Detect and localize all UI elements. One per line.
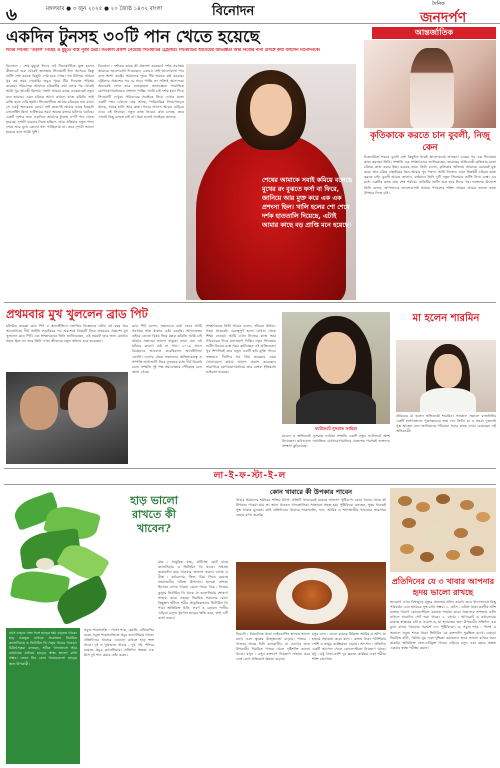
salad-green-panel [6, 628, 80, 764]
lead-intro: ঈদের সিনেমা 'উড়াল' নিয়েই এ মুহূর্তে ব্যস্ত পূজা চেরী। গতকাল প্রকাশ পেয়েছে সিনেমাটির ট্রেইলার। সিনেমাটির শুটিংয়ের অভিজ্ঞতা আর নিজের নানা প্রসঙ্গে কথা বললেন বিনোদনকে। [6, 48, 321, 53]
veg-intro-text: খাবার আমাদের শরীরের শক্তির উৎস। প্রতিটি খাবারেরই রয়েছে আলাদা পুষ্টিগুণ। কোন খাবার থেকে কী উপকার পাওয়া যায় তা জানা থাকলে খাদ্যতালিকা সাজানো সহজ হয়। পুষ্টিবিদরা বলছেন, সুষম খাবারই সুস্থ থাকার মূলমন্ত্র। তাই প্রতিদিনের খাবারে শাকসবজি, ফল, আমিষ ও শস্যজাতীয় খাবারের ভারসাম্য বজায় রাখা জরুরি। [236, 498, 386, 518]
date-line: মঙ্গলবার ● ৩ জুন ২০২৫ ● ২০ জ্যৈষ্ঠ ১৪৩২ বাংলা [46, 6, 163, 12]
story2-intro-text: হলিউড তারকা ব্রাড পিট ও অ্যাঞ্জেলিনা জোলির বিচ্ছেদের ঘটনা বহু বছর ধরে আলোচিত। দীর্ঘ আইনি লড়াইয়ের পর অবশেষে বিষয়টি নিয়ে প্রথমবার প্রকাশ্যে মুখ খুললেন ব্রাড পিট। এক সাক্ষাৎকারে তিনি জানিয়েছেন, এই সময়টা তার জন্য মোটেও সহজ ছিল না। তবে তিনি এখন জীবনের নতুন অধ্যায় শুরু করেছেন। [6, 324, 128, 344]
story3-headline: মা হলেন শারমিন [412, 313, 480, 324]
section-divider [4, 468, 496, 469]
salad-photo [6, 488, 116, 628]
section-divider [4, 484, 496, 485]
salad-panel-text: বয়স বাড়ার সঙ্গে সঙ্গে হাড়ের ক্ষয় বাড়তে থাকে। হাড় মজবুত রাখতে প্রয়োজন নিয়মিত ক্যালসিয়াম ও ভিটামিন ডি সমৃদ্ধ খাবার খাওয়া। চিকিৎসকরা বলছেন, সঠিক খাদ্যাভ্যাস আর ব্যায়ামের মাধ্যমে হাড়ের স্বাস্থ্য ভালো রাখা সম্ভব। জেনে নিন কোন খাবারগুলো হাড়ের জন্য উপকারী। [9, 631, 77, 666]
veg-column-2: টমেটো : টমেটোতে থাকা লাইকোপিন হৃদযন্ত্র ভালো রাখে এবং ত্বকের উজ্জ্বলতা বাড়ায়। গাজর : গাজরে আছে বিটা ক্যারোটিন, যা চোখের জন্য উপকারী। নিয়মিত গাজর খেলে দৃষ্টিশক্তি ভালো থাকে। রসুন : রসুন রক্তচাপ নিয়ন্ত্রণে সাহায্য করে এবং রোগ প্রতিরোধ ক্ষমতা বাড়ায়। [236, 632, 310, 662]
salad-column-2: সবুজ শাকসবজি : পালং শাক, ব্রকলি, বাঁধাকপির মতো সবুজ শাকসবজিতে প্রচুর ক্যালসিয়াম থাকে। প্রতিদিনের খাবারে এগুলো রাখলে হাড় শক্ত থাকে। দুধ ও দুগ্ধজাত খাবার : দুধ, দই, পনিরে রয়েছে প্রচুর ক্যালসিয়াম। প্রতিদিন অন্তত এক গ্লাস দুধ পান করার চেষ্টা করুন। [84, 628, 154, 658]
three-foods-headline: প্রতিদিনের যে ৩ খাবার আপনার হৃদয় ভালো রাখছে [391, 576, 495, 597]
newspaper-logo: জনদর্পণ [420, 10, 467, 26]
story2-column-3: সাক্ষাৎকারে তিনি আরও বলেন, জীবনে উত্থান-পতন থাকবেই। গুরুত্বপূর্ণ হলো সেখান থেকে শিক্ষা নেওয়া। আমি এখন নিজের কাজ আর পরিবারের দিকে মনোযোগ দিচ্ছি। নতুন সিনেমার শুটিং নিয়েও ব্যস্ত সময় কাটাচ্ছেন এই অভিনেতা। খুব শিগগিরই তার নতুন একটি ছবি মুক্তি পাবে। ভক্তরাও দীর্ঘদিন পর প্রিয় তারকার এমন খোলামেলা কথায় আনন্দ প্রকাশ করেছেন। সামাজিক যোগাযোগমাধ্যমে তার বক্তব্য ইতিমধ্যে ভাইরাল হয়েছে। [206, 324, 276, 374]
salad-headline: হাড় ভালো রাখতে কী খাবেন? [130, 494, 178, 535]
lifestyle-section-title: লা-ই-ফ-স্টা-ই-ল [213, 471, 287, 481]
three-foods-text: হৃদরোগ এখন বিশ্বজুড়ে মৃত্যুর অন্যতম প্রধান কারণ। তবে খাদ্যাভ্যাসে কিছু পরিবর্তন এনে হৃদয়কে সুস্থ রাখা সম্ভব। ১. ওটস : ওটসে থাকা দ্রবণীয় আঁশ রক্তের খারাপ কোলেস্টেরল কমাতে সাহায্য করে। সকালের নাশতায় ওটস রাখলে সারাদিন পেট ভরা থাকে। ২. বাদাম : আখরোট ও কাঠবাদামে রয়েছে স্বাস্থ্যকর চর্বি ও ওমেগা-৩, যা হৃদযন্ত্রের জন্য উপকারী। প্রতিদিন এক মুঠো বাদাম খাওয়ার পরামর্শ দেন পুষ্টিবিদরা। ৩. সবুজ শাক : পালং ও অন্যান্য সবুজ শাকে থাকা ভিটামিন কে রক্তনালি সুরক্ষিত রাখে। এছাড়া নিয়মিত হাঁটা, পর্যাপ্ত ঘুম এবং দুশ্চিন্তা কমানোও হৃদয় ভালো রাখার জন্য জরুরি। অতিরিক্ত তেল-চর্বিযুক্ত খাবার এড়িয়ে চলুন এবং বছরে অন্তত একবার স্বাস্থ্য পরীক্ষা করান। [390, 600, 496, 650]
sidebar-tag: আন্তর্জাতিক [372, 27, 496, 39]
sidebar-photo-actress [364, 40, 496, 128]
photoshoot-text: মডেল ও অভিনেত্রী নুসরাত ফারিয়া সম্প্রতি একটি নতুন ফটোশুটে অংশ নিয়েছেন। ছবিগুলো সামাজিক যোগাযোগমাধ্যমে প্রকাশের পরপরই ভক্তদের প্রশংসা কুড়িয়েছে। [282, 434, 390, 449]
photoshoot-caption: ফটোশুটে নুসরাত ফারিয়া [314, 426, 358, 431]
story3-text: প্রথমবার মা হলেন অভিনেত্রী শারমিন। গতকাল সকালে রাজধানীর একটি হাসপাতালে পুত্রসন্তানের জন্ম দেন তিনি। মা ও সন্তান দুজনেই সুস্থ আছেন বলে জানিয়েছে পরিবার। সবার কাছে দোয়া চেয়েছেন এই অভিনেত্রী। [396, 414, 496, 434]
lead-column-2: বিনোদন : দর্শকের কাছে কী প্রত্যাশা করছেন? দর্শক সবসময় আমাকে ভালোবাসা দিয়েছেন। এবারও সেই ভালোবাসা পাব বলে আশা করছি। আমাদের পুরো টিম অনেক কষ্ট করেছে। ট্রেইলার প্রকাশের পর যে সাড়া পাচ্ছি তা সত্যিই আনন্দের। অনেকেই ফোন করে শুভকামনা জানাচ্ছেন। সামাজিক যোগাযোগমাধ্যমেও প্রশংসা পাচ্ছি। আমি চাই দর্শক হলে গিয়ে সিনেমাটি দেখুক। পরিবারের সবাইকে নিয়ে দেখার মতো একটি গল্প। এখানে প্রেম আছে, পারিবারিক টানাপোড়েন আছে, আছে হাসি আর কান্না। ঈদের আনন্দ আরও বাড়িয়ে দেবে এই সিনেমা। নতুন কাজ নিয়েও কথা চলছে, তবে এখনই কিছু বলতে চাই না। সময় হলেই সবাইকে জানাব। [98, 64, 184, 119]
veg-column-3: মসুর ডাল : ডালে রয়েছে উদ্ভিজ্জ আমিষ ও আঁশ, যা হজমে সহায়তা করে। কলা : কলায় থাকা পটাশিয়াম পেশি ও স্নায়ুর কার্যক্ষমতা বাড়ায়। আপেল : প্রতিদিন একটি আপেল খেলে কোলেস্টেরল নিয়ন্ত্রণে থাকে। মধু : মধু ঠান্ডা-কাশি দূর করতে কার্যকর এবং শরীরে শক্তি জোগায়। [312, 632, 386, 662]
section-divider [4, 302, 496, 303]
sidebar-text: চিত্রনায়িকা শবনম বুবলী বেশ কিছুদিন ধরেই আলোচনায় আছেন। একের পর এক সিনেমায় কাজ করছেন তিনি। সম্প্রতি এক সাক্ষাৎকারে জানিয়েছেন, ভারতের অভিনেত্রী কৃতিকার মতো চরিত্রে কাজ করার ইচ্ছা রয়েছে তার। তিনি বলেন, কৃতিকার অভিনয় আমাকে বরাবরই মুগ্ধ করে। তার চরিত্র বাছাইয়ের ধরন আমার খুব পছন্দ। আমি নিজেও এমন ভিন্নধর্মী চরিত্রে কাজ করতে চাই। বুবলী আরও জানান, বর্তমানে তিনি দুটি নতুন সিনেমার শুটিং নিয়ে ব্যস্ত। এর মধ্যে একটির কাজ প্রায় শেষ পর্যায়ে। বাকিটির শুটিং শুরু হবে ঈদের পর। ভক্তদের উদ্দেশে তিনি বলেন, আপনাদের ভালোবাসাই আমার পথচলার শক্তি। সামনে আরও ভালো কাজ উপহার দিতে চাই। [364, 155, 496, 195]
story3-photo-actress [396, 340, 496, 412]
pull-quote: শেষের আমাকে সবাই কমিয়ে বলেছে মুখের রং বুঝতে ফর্সা বা ফিরে, জানিয়ে আর মুক্ত করে এক এক প্রশংসা ছিল। খালি হলের শো শেষে দর্শক হাততালি দিয়েছে, এটাই আমার কাছে বড় প্রাপ্তি মনে হয়েছে। [262, 177, 352, 229]
photoshoot-photo [282, 312, 390, 424]
veg-headline: কোন খাবারে কী উপকার পাবেন [269, 488, 353, 496]
page-number: ৬ [6, 5, 18, 25]
section-title: বিনোদন [212, 4, 255, 19]
nuts-photo [390, 488, 496, 572]
salad-column-3: মাছ : সামুদ্রিক মাছ, কাঁটাসহ ছোট মাছে ক্যালসিয়াম ও ভিটামিন ডি থাকে। সপ্তাহে কয়েকদিন মাছ খাওয়ার অভ্যাস করুন। বাদাম ও বীজ : কাঠবাদাম, তিল, চিয়া সিডে রয়েছে প্রয়োজনীয় খনিজ উপাদান। হালকা নাশতা হিসেবে বাদাম খাওয়া যেতে পারে। ডিম : ডিমের কুসুমে ভিটামিন ডি থাকে যা ক্যালসিয়াম শোষণে সাহায্য করে। এছাড়া নিয়মিত সকালের রোদে কিছুক্ষণ হাঁটলে শরীর প্রাকৃতিকভাবে ভিটামিন ডি পায়। অতিরিক্ত চিনি, লবণ ও কোমল পানীয় এড়িয়ে চলুন। ধূমপান হাড়ের ক্ষতি করে, তাই এটি ত্যাগ করুন। [158, 560, 228, 621]
story2-headline: প্রথমবার মুখ খুললেন ব্রাড পিট [6, 307, 148, 321]
food-plate-photo [236, 562, 386, 630]
story2-column-2: ব্রাড পিট বলেন, সন্তানদের কথা ভেবে আমি সবসময় শান্ত থাকার চেষ্টা করেছি। আদালতের বাইরে কোনো বিষয় নিয়ে মন্তব্য করিনি। আমি চাই আমার সন্তানরা ভালো থাকুক। তারা যেন এই ঘটনার কারণে কষ্ট না পায়। ২০১৬ সালে বিচ্ছেদের আবেদন করেছিলেন অ্যাঞ্জেলিনা জোলি। এরপর থেকে সন্তানদের অভিভাবকত্ব ও সম্পত্তি ভাগাভাগি নিয়ে দুজনের মধ্যে দীর্ঘ বিরোধ চলে। সম্প্রতি দুই পক্ষ সমঝোতায় পৌঁছেছে বলে জানা গেছে। [132, 324, 202, 374]
lead-headline: একদিন টুনসহ ৩০টি পান খেতে হয়েছে [6, 27, 260, 46]
sidebar-headline: কৃতিকাকে করতে চান বুবলী, নিজু কেন [370, 131, 490, 153]
story2-photo-couple [6, 372, 128, 464]
page-header [0, 0, 500, 24]
brand-prefix: দৈনিক [432, 1, 445, 7]
lead-column-1: বিনোদন : শেষ মুহূর্তে ঈদের এই সিনেমাটিতে যুক্ত হলেন কীভাবে? শুরু থেকেই জানতাম সিনেমাটি ঈদে আসবে। কিন্তু শুটিং শেষ করতে কিছুটা দেরি হয়ে গেছে। সব মিলিয়ে আমরা খুব কম সময় পেয়েছি। তবুও পুরো টিম দিনরাত পরিশ্রম করেছে। পরিচালক আমাকে চরিত্রটির কথা বলার পর থেকেই আমি খুব আগ্রহী ছিলাম। গল্পটা আমার কাছে একেবারেই নতুন মনে হয়েছে। এমন চরিত্রে আগে কখনো কাজ করিনি। তাই রাজি হতে দেরি হয়নি। সিনেমাটিতে আমার চরিত্রের নাম মায়া। সে একটু অন্যরকম মেয়ে। সেই কারণেই আমার কাছে বিষয়টা চ্যালেঞ্জিং ছিল। শুটিংয়ের সময় অনেক মজার ঘটনাও ঘটেছে। একটি দৃশ্যের জন্য একদিনে আমাকে টুনসহ ৩০টি পান খেতে হয়েছে। দৃশ্যটা বারবার নিতে হচ্ছিল, আর প্রতিবার নতুন পান। শেষে আর মুখে কোনো স্বাদ পাচ্ছিলাম না। তবে দৃশ্যটা ভালো হয়েছে বলে আমি খুশি। [6, 64, 94, 135]
